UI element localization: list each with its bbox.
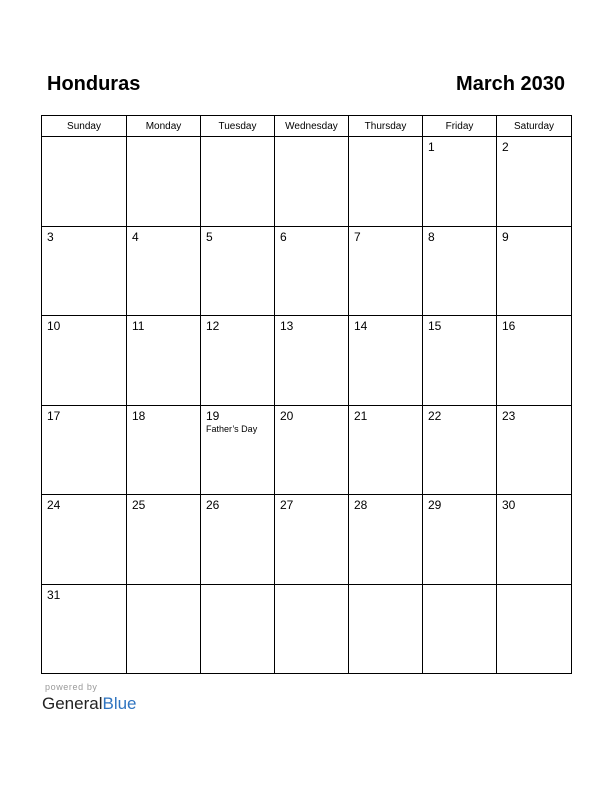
day-cell bbox=[423, 226, 497, 316]
day-number: 3 bbox=[47, 229, 54, 244]
weekday-header-sunday: Sunday bbox=[42, 116, 127, 137]
day-number: 30 bbox=[502, 498, 516, 512]
month-year-title: March 2030 bbox=[456, 73, 565, 95]
day-number bbox=[201, 137, 274, 140]
day-number: 9 bbox=[502, 229, 509, 244]
day-cell bbox=[201, 495, 275, 585]
day-cell bbox=[497, 584, 572, 674]
day-cell bbox=[275, 495, 349, 585]
day-cell bbox=[349, 226, 423, 316]
day-cell bbox=[349, 584, 423, 674]
day-number: 25 bbox=[132, 498, 146, 512]
day-number bbox=[497, 585, 571, 588]
day-number: 24 bbox=[47, 498, 61, 512]
day-cell bbox=[42, 584, 127, 674]
weekday-header-tuesday: Tuesday bbox=[201, 116, 275, 137]
day-cell bbox=[349, 137, 423, 227]
day-number: 12 bbox=[206, 319, 220, 333]
day-cell bbox=[127, 137, 201, 227]
day-number: 28 bbox=[354, 498, 368, 512]
day-cell bbox=[423, 584, 497, 674]
day-number bbox=[127, 137, 200, 140]
day-number bbox=[423, 585, 496, 588]
day-cell bbox=[497, 226, 572, 316]
day-number: 27 bbox=[280, 498, 294, 512]
weekday-header-thursday: Thursday bbox=[349, 116, 423, 137]
day-cell bbox=[42, 226, 127, 316]
weekday-header-monday: Monday bbox=[127, 116, 201, 137]
day-cell bbox=[497, 316, 572, 406]
powered-by-text: powered by bbox=[45, 682, 98, 692]
brand-general-text: General bbox=[42, 694, 103, 713]
day-number: 26 bbox=[206, 498, 220, 512]
week-row bbox=[42, 316, 572, 406]
day-number: 15 bbox=[428, 319, 442, 333]
day-number: 14 bbox=[354, 319, 368, 333]
day-cell bbox=[349, 316, 423, 406]
day-number: 7 bbox=[354, 229, 361, 244]
day-number bbox=[275, 137, 348, 140]
day-cell bbox=[275, 584, 349, 674]
day-cell bbox=[127, 226, 201, 316]
day-number: 11 bbox=[132, 319, 145, 333]
day-number: 10 bbox=[47, 319, 61, 333]
day-cell bbox=[201, 226, 275, 316]
calendar-grid bbox=[41, 115, 572, 674]
day-cell bbox=[42, 316, 127, 406]
day-cell bbox=[275, 405, 349, 495]
day-number: 19 bbox=[206, 408, 220, 423]
day-cell bbox=[127, 495, 201, 585]
generalblue-logo[interactable] bbox=[42, 694, 137, 714]
weekday-header-saturday: Saturday bbox=[497, 116, 572, 137]
day-number bbox=[275, 585, 348, 588]
weekday-header-row bbox=[42, 116, 572, 137]
day-number: 8 bbox=[428, 229, 435, 244]
day-number: 6 bbox=[280, 229, 287, 244]
day-number: 4 bbox=[132, 229, 139, 244]
day-number: 17 bbox=[47, 408, 61, 423]
day-number: 29 bbox=[428, 498, 442, 512]
day-cell bbox=[349, 405, 423, 495]
country-title: Honduras bbox=[47, 73, 141, 95]
day-cell bbox=[349, 495, 423, 585]
day-number bbox=[42, 137, 126, 140]
week-row bbox=[42, 226, 572, 316]
day-cell bbox=[497, 405, 572, 495]
weekday-header-friday: Friday bbox=[423, 116, 497, 137]
day-cell bbox=[423, 495, 497, 585]
day-number: 13 bbox=[280, 319, 294, 333]
day-cell bbox=[42, 137, 127, 227]
day-cell bbox=[42, 495, 127, 585]
day-cell bbox=[127, 316, 201, 406]
day-number: 22 bbox=[428, 408, 442, 423]
day-number: 21 bbox=[354, 408, 368, 423]
day-cell bbox=[127, 405, 201, 495]
day-number: 18 bbox=[132, 408, 146, 423]
week-row bbox=[42, 405, 572, 495]
week-row bbox=[42, 495, 572, 585]
day-number bbox=[349, 585, 422, 588]
day-cell bbox=[423, 316, 497, 406]
day-cell bbox=[201, 137, 275, 227]
day-cell bbox=[201, 316, 275, 406]
day-number: 16 bbox=[502, 319, 516, 333]
day-number: 23 bbox=[502, 408, 516, 423]
brand-blue-text: Blue bbox=[102, 694, 137, 713]
day-cell bbox=[42, 405, 127, 495]
weekday-header-wednesday: Wednesday bbox=[275, 116, 349, 137]
day-cell bbox=[423, 405, 497, 495]
week-row bbox=[42, 584, 572, 674]
day-cell bbox=[275, 137, 349, 227]
day-cell bbox=[127, 584, 201, 674]
day-number: 5 bbox=[206, 229, 213, 244]
day-cell bbox=[423, 137, 497, 227]
day-number bbox=[201, 585, 274, 588]
day-number: 31 bbox=[47, 587, 61, 602]
day-cell bbox=[275, 316, 349, 406]
holiday-label: Father’s Day bbox=[206, 423, 258, 434]
day-cell bbox=[201, 405, 275, 495]
day-number: 1 bbox=[428, 140, 435, 154]
day-number bbox=[349, 137, 422, 140]
day-number: 20 bbox=[280, 408, 294, 423]
day-number bbox=[127, 585, 200, 588]
day-cell bbox=[275, 226, 349, 316]
week-row bbox=[42, 137, 572, 227]
day-cell bbox=[201, 584, 275, 674]
day-cell bbox=[497, 495, 572, 585]
day-number: 2 bbox=[502, 140, 509, 154]
day-cell bbox=[497, 137, 572, 227]
